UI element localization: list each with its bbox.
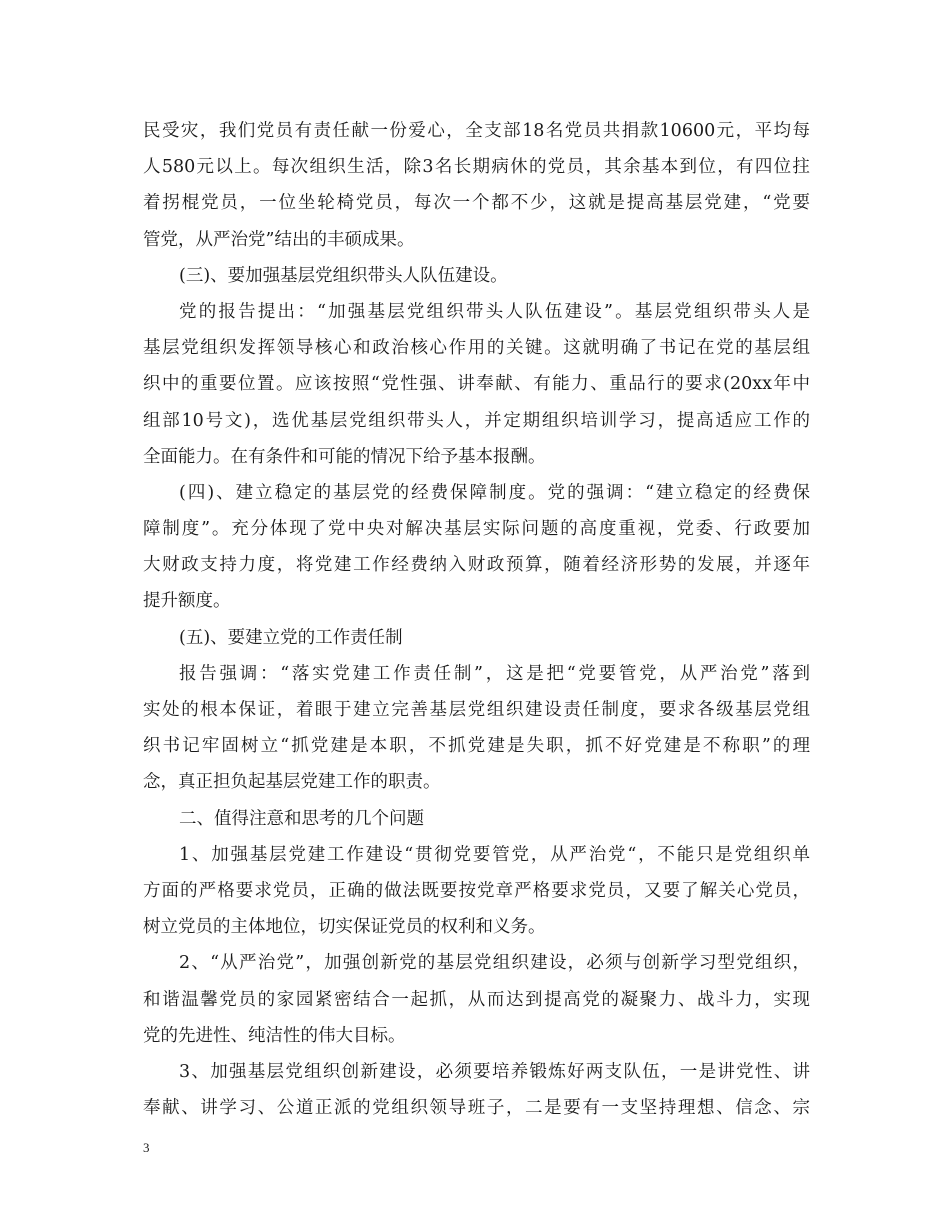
text-line: 党的先进性、纯洁性的伟大目标。	[143, 1025, 406, 1046]
text-line: (四)、建立稳定的基层党的经费保障制度。党的强调：“建立稳定的经费保	[179, 482, 810, 503]
text-line: 和谐温馨党员的家园紧密结合一起抓，从而达到提高党的凝聚力、战斗力，实现	[143, 989, 810, 1010]
text-line: 管党，从严治党”结出的丰硕成果。	[143, 229, 415, 250]
text-line: 实处的根本保证，着眼于建立完善基层党组织建设责任制度，要求各级基层党组	[143, 700, 810, 720]
text-line: 民受灾，我们党员有责任献一份爱心，全支部18名党员共捐款10600元，平均每	[143, 121, 810, 141]
text-line: 提升额度。	[143, 591, 231, 612]
text-line: 组部10号文)，选优基层党组织带头人，并定期组织培训学习，提高适应工作的	[143, 410, 810, 431]
text-line: 1、加强基层党建工作建设“贯彻党要管党，从严治党“，不能只是党组织单	[179, 844, 810, 865]
section-heading: (五)、要建立党的工作责任制	[179, 627, 403, 648]
text-line: 念，真正担负起基层党建工作的职责。	[143, 772, 441, 793]
text-line: 织书记牢固树立“抓党建是本职，不抓党建是失职，抓不好党建是不称职”的理	[143, 736, 810, 757]
document-body	[143, 113, 810, 1126]
text-line: 奉献、讲学习、公道正派的党组织领导班子，二是要有一支坚持理想、信念、宗	[143, 1098, 810, 1119]
section-heading: (三)、要加强基层党组织带头人队伍建设。	[179, 265, 508, 286]
text-line: 基层党组织发挥领导核心和政治核心作用的关键。这就明确了书记在党的基层组	[143, 338, 810, 359]
text-line: 障制度”。充分体现了党中央对解决基层实际问题的高度重视，党委、行政要加	[143, 519, 810, 540]
text-line: 方面的严格要求党员，正确的做法既要按党章严格要求党员，又要了解关心党员，	[143, 880, 810, 901]
text-line: 3、加强基层党组织创新建设，必须要培养锻炼好两支队伍，一是讲党性、讲	[179, 1061, 810, 1082]
text-line: 报告强调：“落实党建工作责任制”，这是把“党要管党，从严治党”落到	[179, 663, 810, 684]
text-line: 2、“从严治党”，加强创新党的基层党组织建设，必须与创新学习型党组织，	[179, 953, 810, 974]
text-line: 织中的重要位置。应该按照“党性强、讲奉献、有能力、重品行的要求(20xx年中	[143, 374, 810, 395]
text-line: 党的报告提出：“加强基层党组织带头人队伍建设”。基层党组织带头人是	[179, 301, 810, 322]
text-line: 树立党员的主体地位，切实保证党员的权利和义务。	[143, 917, 546, 938]
text-line: 着拐棍党员，一位坐轮椅党员，每次一个都不少，这就是提高基层党建，“党要	[143, 193, 810, 214]
text-line: 人580元以上。每次组织生活，除3名长期病休的党员，其余基本到位，有四位拄	[143, 157, 810, 178]
section-heading: 二、值得注意和思考的几个问题	[179, 808, 424, 829]
text-line: 全面能力。在有条件和可能的情况下给予基本报酬。	[143, 446, 546, 467]
page-number: 3	[143, 1140, 150, 1155]
text-line: 大财政支持力度，将党建工作经费纳入财政预算，随着经济形势的发展，并逐年	[143, 555, 810, 576]
